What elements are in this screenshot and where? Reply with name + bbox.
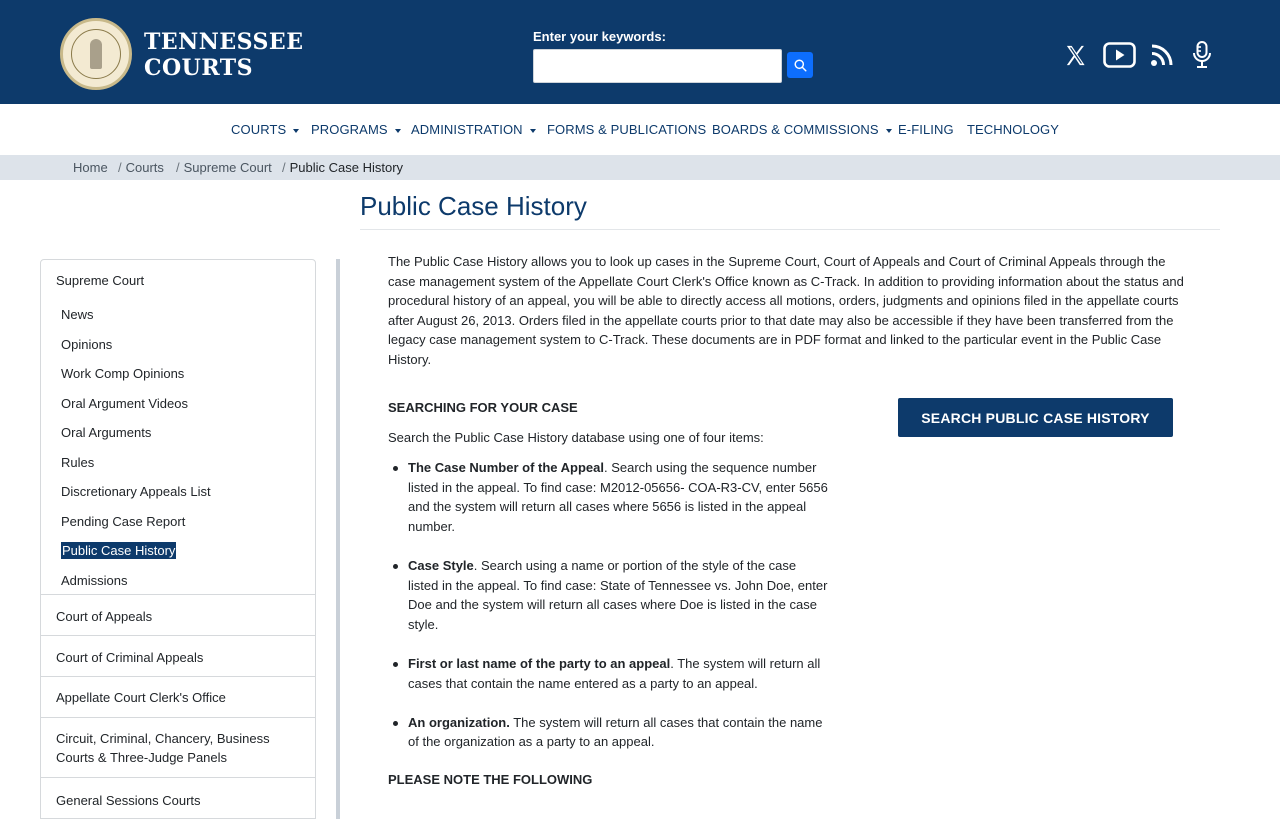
brand-line-2: COURTS (144, 55, 254, 81)
breadcrumb-current-label: Public Case History (289, 160, 404, 175)
sidebar-item-rules[interactable]: Rules (61, 455, 95, 470)
list-item-title: The Case Number of the Appeal (408, 460, 604, 475)
rss-icon (1150, 43, 1174, 67)
search-public-case-history-button[interactable]: SEARCH PUBLIC CASE HISTORY (898, 398, 1173, 437)
x-icon (1064, 44, 1087, 67)
section-heading-searching: SEARCHING FOR YOUR CASE (388, 400, 578, 415)
breadcrumb-home[interactable] (73, 160, 108, 175)
sidebar-nav (40, 259, 316, 819)
main-navigation (0, 104, 1280, 154)
sidebar-item-appellate-court-clerks-office[interactable]: Appellate Court Clerk's Office (41, 676, 315, 717)
list-item (388, 458, 828, 536)
list-item-text: . Search using the sequence number listed in the appeal. To find case: M2012-05656- COA-R3-CV, enter 5656 and the system will return all cases where 5656 is listed in the appeal number. (408, 460, 828, 534)
sidebar-item-public-case-history-active[interactable]: Public Case History (62, 543, 176, 558)
brand-line-1: TENNESSEE (144, 29, 304, 55)
nav-label: PROGRAMS (311, 122, 388, 137)
list-item-title: Case Style (408, 557, 474, 573)
sidebar-item-news[interactable]: News (61, 307, 94, 322)
breadcrumb-courts[interactable] (118, 160, 164, 175)
nav-e-filing[interactable] (898, 122, 954, 137)
list-item (388, 713, 828, 752)
sidebar-section-supreme-court[interactable]: Supreme Court (56, 273, 145, 288)
seal-figure (90, 39, 102, 69)
intro-paragraph: The Public Case History allows you to look up cases in the Supreme Court, Court of Appeals and Court of Criminal Appeals through the case management system of the Appellate Court Clerk's Office known as C-Track. In addition to providing information about the status and procedural history of an appeal, you will be able to directly access all motions, orders, judgments and opinions filed in the appellate courts after August 26, 2013. Orders filed in the appellate courts prior to that date may also be accessible if they have been transferred from the legacy case management system to C-Track. These documents are in PDF format and linked to the particular event in the Public Case History. (388, 254, 1184, 367)
site-brand[interactable] (144, 29, 303, 81)
nav-forms-publications[interactable] (547, 122, 706, 137)
x-twitter-link[interactable] (1062, 38, 1088, 72)
list-item-text: . Search using a name or portion of the style of the case listed in the appeal. To find case: State of Tennessee vs. John Doe, enter Doe and the system will return all cases where Doe is listed in the case style. (408, 557, 828, 632)
list-item-text: The system will return all cases that contain the name of the organization as a party to an appeal. (408, 714, 823, 750)
search-options-list (388, 458, 828, 772)
search-label: Enter your keywords: (533, 29, 666, 44)
sidebar-item-oral-argument-videos[interactable]: Oral Argument Videos (61, 396, 188, 411)
title-divider (360, 229, 1220, 230)
chevron-down-icon (395, 129, 401, 133)
section-heading-please-note: PLEASE NOTE THE FOLLOWING (388, 772, 593, 787)
chevron-down-icon (886, 129, 892, 133)
rss-link[interactable] (1148, 38, 1176, 72)
youtube-icon (1103, 42, 1136, 68)
nav-label: COURTS (231, 122, 287, 137)
list-item-title: An organization. (408, 714, 510, 730)
breadcrumb-separator: / (282, 160, 286, 175)
chevron-down-icon (293, 129, 299, 133)
podcast-link[interactable] (1190, 38, 1214, 72)
breadcrumb-current (282, 160, 403, 175)
site-header (0, 0, 1280, 104)
breadcrumb-link[interactable]: Supreme Court (183, 160, 272, 175)
search-icon (794, 59, 807, 72)
list-item (388, 654, 828, 693)
list-item-text: . The system will return all cases that contain the name entered as a party to an appeal. (408, 655, 821, 691)
nav-label: ADMINISTRATION (411, 122, 523, 137)
sidebar-item-oral-arguments[interactable]: Oral Arguments (61, 425, 152, 440)
nav-label: E-FILING (898, 122, 954, 137)
breadcrumb-supreme-court[interactable] (176, 160, 272, 175)
nav-boards-commissions[interactable] (712, 122, 892, 137)
sidebar-item-court-of-appeals[interactable]: Court of Appeals (41, 594, 315, 635)
nav-courts[interactable] (231, 122, 299, 137)
breadcrumb (0, 155, 1280, 180)
breadcrumb-link[interactable]: Courts (125, 160, 164, 175)
youtube-link[interactable] (1101, 38, 1137, 72)
sidebar-item-discretionary-appeals-list[interactable]: Discretionary Appeals List (61, 484, 211, 499)
list-item-title: First or last name of the party to an appeal (408, 655, 671, 671)
breadcrumb-separator: / (118, 160, 122, 175)
sidebar-item-work-comp-opinions[interactable]: Work Comp Opinions (61, 366, 185, 381)
sidebar-item-admissions[interactable]: Admissions (61, 573, 128, 588)
nav-administration[interactable] (411, 122, 536, 137)
list-item (388, 556, 828, 634)
search-button[interactable] (787, 52, 813, 78)
chevron-down-icon (530, 129, 536, 133)
page-title: Public Case History (360, 191, 587, 221)
sidebar-item-court-of-criminal-appeals[interactable]: Court of Criminal Appeals (41, 635, 315, 676)
search-input[interactable] (533, 49, 782, 83)
sidebar-item-pending-case-report[interactable]: Pending Case Report (61, 514, 186, 529)
content-divider (336, 259, 340, 819)
nav-label: TECHNOLOGY (967, 122, 1060, 137)
sidebar-item-general-sessions-courts[interactable]: General Sessions Courts (41, 777, 315, 822)
sidebar-item-opinions[interactable]: Opinions (61, 337, 113, 352)
nav-label: BOARDS & COMMISSIONS (712, 122, 879, 137)
nav-technology[interactable] (967, 122, 1059, 137)
nav-label: FORMS & PUBLICATIONS (547, 122, 707, 137)
breadcrumb-link[interactable]: Home (73, 160, 108, 175)
nav-programs[interactable] (311, 122, 401, 137)
tennessee-judiciary-seal-logo[interactable] (60, 18, 132, 90)
search-lead-text: Search the Public Case History database using one of four items: (388, 430, 764, 445)
sidebar-item-circuit-criminal-chancery-business[interactable]: Circuit, Criminal, Chancery, Business Courts & Three-Judge Panels (41, 717, 315, 777)
podcast-microphone-icon (1191, 41, 1213, 69)
breadcrumb-separator: / (176, 160, 180, 175)
